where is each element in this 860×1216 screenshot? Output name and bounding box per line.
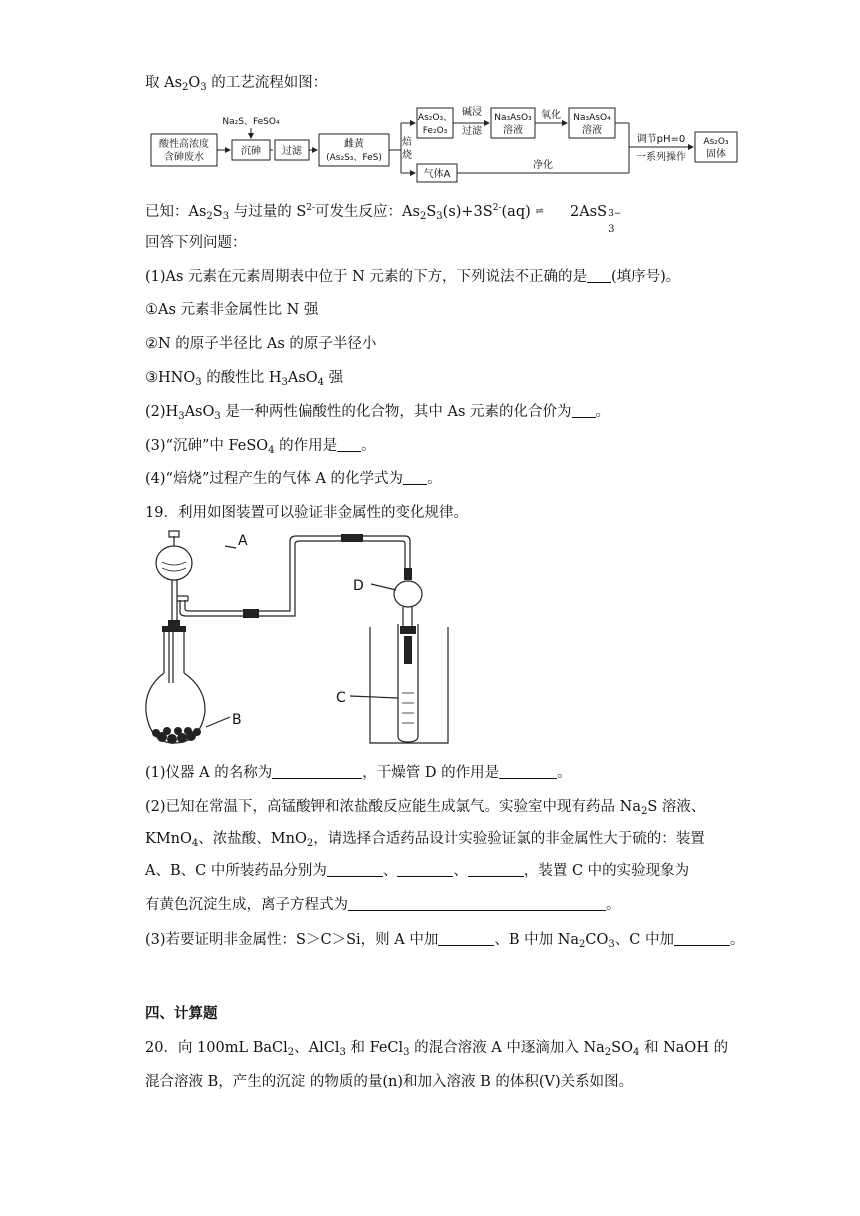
- flow-roast-l2: 烧: [402, 150, 412, 161]
- q19-blank-5[interactable]: [468, 862, 524, 877]
- q19-blank-6[interactable]: [348, 896, 606, 911]
- q18-part1: (1)As 元素在元素周期表中位于 N 元素的下方，下列说法不正确的是 (填序号)。: [145, 269, 681, 285]
- flow-input-l1: 酸性高浓度: [159, 139, 209, 150]
- flow-yellow-l2: (As₂S₃、FeS): [326, 153, 382, 163]
- known-reaction: 已知：$As_2S_3$ 与过量的 $S^{2-}$可发生反应：$As_2S_3(s)+3S^{2-}(aq)$ ⇌ 2AsS 3− 3: [145, 203, 622, 235]
- q20-line1: 20．向 100mL BaCl$_2$、AlCl$_3$ 和 FeCl$_3$ 的混合溶液 A 中逐滴加入 $Na_2SO_4$ 和 NaOH 的: [145, 1040, 729, 1058]
- flow-final-l1: As₂O₃: [703, 137, 729, 147]
- label-b: B: [232, 712, 242, 728]
- label-d: D: [353, 578, 364, 594]
- q18-blank-4[interactable]: [403, 470, 427, 485]
- q19-blank-1[interactable]: [272, 764, 362, 779]
- q18-part2: $(2)H_3AsO_3$ 是一种两性偏酸性的化合物，其中 As 元素的化合价为 。: [145, 404, 610, 422]
- q18-blank-2[interactable]: [572, 403, 596, 418]
- flow-adjust-l1: 调节pH=0: [636, 134, 686, 145]
- q19-title: 19．利用如图装置可以验证非金属性的变化规律。: [145, 505, 468, 521]
- q18-blank-1[interactable]: [587, 268, 611, 283]
- intro-line: 取 $As_2O_3$ 的工艺流程如图：: [145, 75, 328, 93]
- flow-reagents: Na₂S、FeSO₄: [222, 117, 280, 127]
- answer-prompt: 回答下列问题：: [145, 235, 247, 251]
- flow-box2-l2: 溶液: [503, 125, 523, 136]
- flow-leach-l1: 碱浸: [462, 107, 482, 118]
- q19-blank-8[interactable]: [674, 931, 730, 946]
- q19-part2-line2: KMnO$_4$、浓盐酸、MnO$_2$，请选择合适药品设计实验验证氯的非金属性大于硫的：装置: [145, 831, 705, 849]
- section-heading: 四、计算题: [145, 1006, 218, 1022]
- flow-box1-l1: As₂O₃、: [417, 113, 453, 123]
- q19-blank-3[interactable]: [327, 862, 383, 877]
- q19-blank-4[interactable]: [397, 862, 453, 877]
- q19-part2-line1: (2)已知在常温下，高锰酸钾和浓盐酸反应能生成氯气。实验室中现有药品 $Na_2S$ 溶液、: [145, 799, 706, 817]
- flow-roast-l1: 焙: [402, 137, 412, 148]
- flow-gas-a: 气体A: [423, 169, 451, 180]
- q18-option-2: ②N 的原子半径比 As 的原子半径小: [145, 336, 377, 352]
- flow-adjust-l2: 一系列操作: [636, 152, 686, 163]
- q18-option-1: ①As 元素非金属性比 N 强: [145, 302, 319, 318]
- flow-step-precipitate: 沉砷: [241, 146, 261, 157]
- q18-part3: (3)“沉砷”中 FeSO$_4$ 的作用是 。: [145, 438, 376, 456]
- q19-blank-2[interactable]: [499, 764, 557, 779]
- q19-part2-line3: A、B、C 中所装药品分别为 、 、 ，装置 C 中的实验现象为: [145, 863, 690, 879]
- process-flow-diagram: [145, 100, 745, 190]
- flow-box3-l2: 溶液: [582, 125, 602, 136]
- q19-part1: (1)仪器 A 的名称为 ，干燥管 D 的作用是 。: [145, 765, 572, 781]
- q18-option-3: $③HNO_3$ 的酸性比 $H_3AsO_4$ 强: [145, 370, 344, 388]
- flow-final-l2: 固体: [706, 149, 726, 160]
- flow-box3-l1: Na₃AsO₄: [573, 113, 611, 123]
- flow-leach-l2: 过滤: [462, 126, 482, 137]
- flow-box2-l1: Na₃AsO₃: [494, 113, 532, 123]
- apparatus-diagram: [140, 528, 480, 753]
- flow-input-l2: 含砷废水: [164, 152, 204, 163]
- flow-yellow-l1: 雌黄: [344, 139, 364, 150]
- q19-part2-line4: 有黄色沉淀生成，离子方程式为 。: [145, 897, 621, 913]
- flow-step-filter: 过滤: [282, 146, 302, 157]
- flow-oxidize: 氧化: [541, 110, 561, 121]
- q18-blank-3[interactable]: [337, 437, 361, 452]
- flow-purify: 净化: [533, 160, 553, 171]
- label-c: C: [336, 690, 346, 706]
- q20-line2: 混合溶液 B，产生的沉淀 的物质的量(n)和加入溶液 B 的体积(V)关系如图。: [145, 1074, 634, 1090]
- q19-blank-7[interactable]: [438, 931, 494, 946]
- equilibrium-arrow-icon: ⇌: [535, 206, 544, 217]
- q18-part4: (4)“焙烧”过程产生的气体 A 的化学式为 。: [145, 471, 442, 487]
- q19-part3: (3)若要证明非金属性：S＞C＞Si，则 A 中加 、B 中加 $Na_2CO_3$、C 中加 。: [145, 932, 745, 950]
- label-a: A: [238, 533, 248, 549]
- flow-box1-l2: Fe₂O₃: [422, 126, 448, 136]
